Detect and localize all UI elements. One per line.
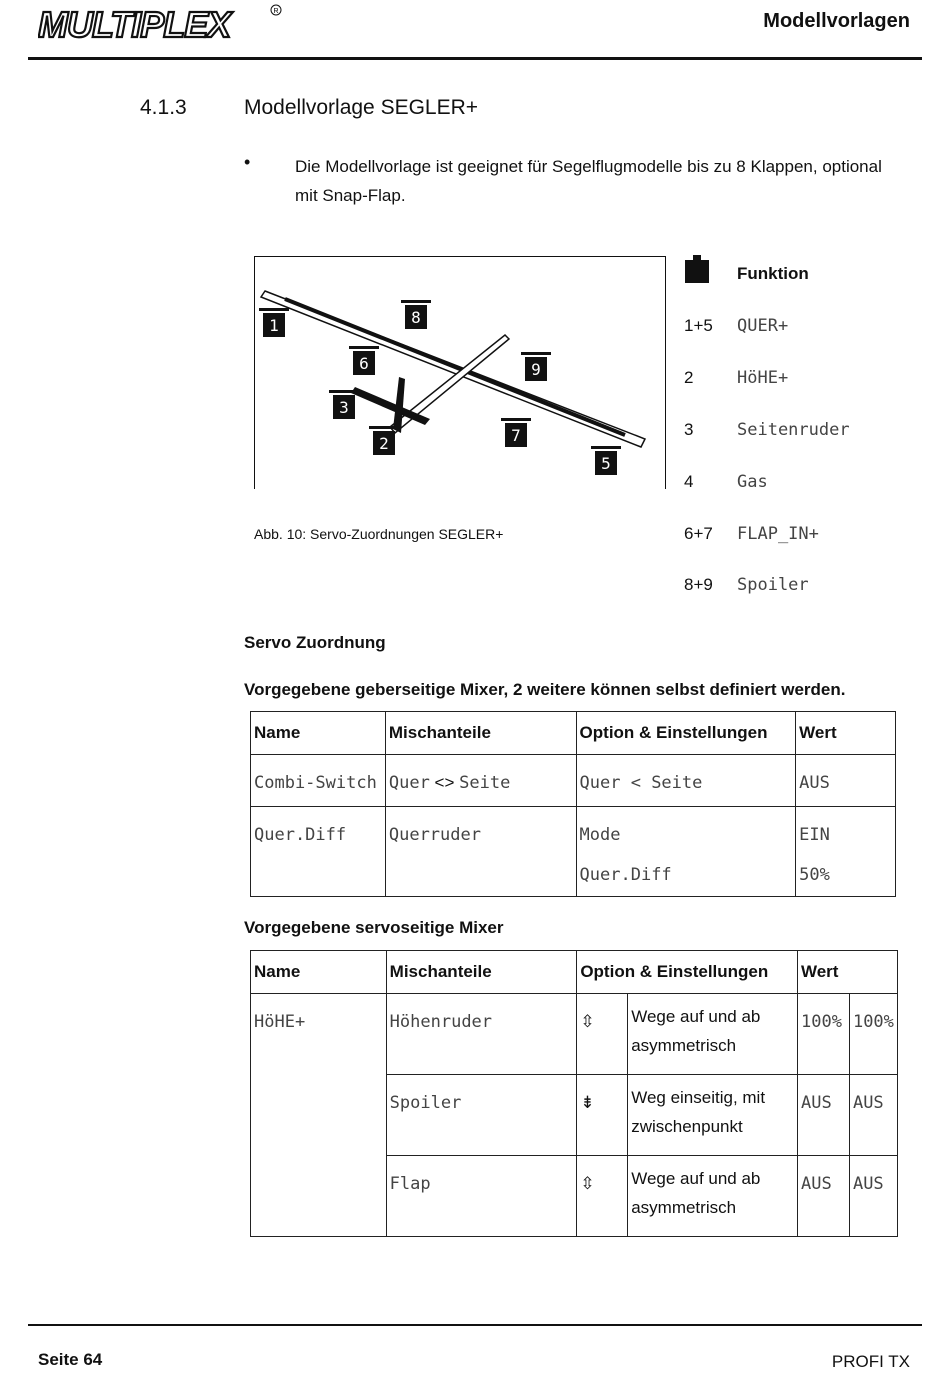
value-diff: 50% [799,865,830,885]
servo-icon [684,254,710,284]
glider-drawing [255,257,665,489]
value-mode: EIN [799,825,830,845]
cell-value-2: 100% [849,994,897,1075]
table2-heading: Vorgegebene servoseitige Mixer [244,918,504,937]
footer-divider [28,1324,922,1326]
assign-num: 6+7 [684,524,713,543]
option-mode: Mode [579,825,621,845]
col-header: Name [251,712,386,755]
table-header-row [251,712,896,755]
function-header: Funktion [737,264,809,283]
servo-label-7 [501,418,531,447]
assign-num: 1+5 [684,316,713,335]
assign-function: FLAP_IN+ [737,524,819,544]
cell-mix: Höhenruder [386,994,577,1075]
col-header: Name [251,951,387,994]
asymmetric-icon: ⇳ [577,1156,628,1237]
col-header: Mischanteile [386,951,577,994]
col-header: Wert [797,951,897,994]
cell-name: HöHE+ [251,994,387,1237]
svg-text:R: R [273,8,279,15]
servo-label-6 [349,346,379,375]
one-sided-icon: ⇟ [577,1075,628,1156]
servo-heading: Servo Zuordnung [244,633,386,652]
glider-figure [254,256,666,489]
mix-operator: <> [429,773,460,792]
cell-value-2: AUS [849,1075,897,1156]
svg-text:7: 7 [511,426,521,445]
cell-mix: Spoiler [386,1075,577,1156]
cell-option: Wege auf und ab asymmetrisch [628,994,798,1075]
assign-function: QUER+ [737,316,789,336]
cell-option: Quer < Seite [576,755,796,807]
servo-mixer-table [250,950,898,1237]
assign-num: 3 [684,420,694,439]
bullet-symbol: • [244,152,251,172]
section-number: 4.1.3 [140,96,187,119]
assign-function: HöHE+ [737,368,789,388]
assign-function: Gas [737,472,768,492]
mix-b: Seite [459,773,511,793]
col-header: Option & Einstellungen [577,951,798,994]
figure-caption: Abb. 10: Servo-Zuordnungen SEGLER+ [254,526,504,542]
cell-value-1: AUS [797,1075,849,1156]
mix-a: Quer [388,773,430,793]
table-row [251,994,898,1075]
cell-mix: Querruder [385,807,576,897]
servo-label-5 [591,446,621,475]
header-divider [28,57,922,60]
page-number: Seite 64 [38,1350,103,1369]
cell-value-1: 100% [797,994,849,1075]
bullet-text: Die Modellvorlage ist geeignet für Segelflugmodelle bis zu 8 Klappen, optional mit Snap-Flap. [295,157,882,205]
table-header-row [251,951,898,994]
cell-mix [385,755,576,807]
svg-text:9: 9 [531,360,541,379]
svg-text:2: 2 [379,434,389,453]
col-header: Mischanteile [385,712,576,755]
table1-heading: Vorgegebene geberseitige Mixer, 2 weitere können selbst definiert werden. [244,680,846,699]
cell-value-1: AUS [797,1156,849,1237]
assign-num: 8+9 [684,575,713,594]
svg-text:3: 3 [339,398,349,417]
cell-value-2: AUS [849,1156,897,1237]
cell-value [796,807,896,897]
cell-value: AUS [796,755,896,807]
assign-function: Seitenruder [737,420,850,440]
table-row [251,755,896,807]
transmitter-mixer-table [250,711,896,897]
cell-name: Quer.Diff [251,807,386,897]
servo-label-1 [259,308,289,337]
table-row [251,807,896,897]
col-header: Wert [796,712,896,755]
logo-text: MULTIPLEX [38,4,231,44]
assign-function: Spoiler [737,575,809,595]
svg-text:8: 8 [411,308,421,327]
servo-label-8 [401,300,431,329]
section-title: Modellvorlage SEGLER+ [244,96,479,119]
svg-text:6: 6 [359,354,369,373]
cell-option: Weg einseitig, mit zwischenpunkt [628,1075,798,1156]
option-diff: Quer.Diff [579,865,672,885]
assign-num: 4 [684,472,694,491]
svg-text:5: 5 [601,454,611,473]
multiplex-logo [38,4,283,44]
cell-mix: Flap [386,1156,577,1237]
assign-num: 2 [684,368,694,387]
cell-name: Combi-Switch [251,755,386,807]
asymmetric-icon: ⇳ [577,994,628,1075]
cell-option [576,807,796,897]
cell-option: Wege auf und ab asymmetrisch [628,1156,798,1237]
svg-text:1: 1 [269,316,279,335]
product-name: PROFI TX [831,1352,910,1371]
header-title: Modellvorlagen [763,10,910,32]
servo-label-9 [521,352,551,381]
col-header: Option & Einstellungen [576,712,796,755]
